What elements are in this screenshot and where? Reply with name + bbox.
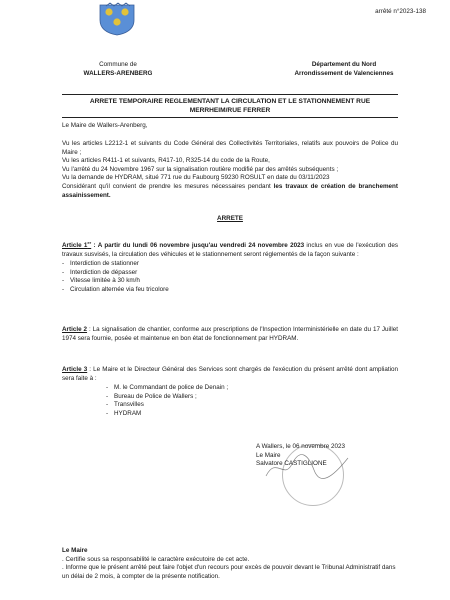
list-item: - Bureau de Police de Wallers ; (106, 393, 398, 402)
document-title (62, 94, 398, 118)
coat-of-arms-icon (96, 2, 138, 36)
article-1: Article 1er : A partir du lundi 06 novembre jusqu'au vendredi 24 novembre 2023 inclus en vue de l'exécution des travaux susvisés, la circulation des véhicules et le stationnement seront réglementés de la façon suivante : - Interdiction de stationner - Interdiction de dépasser - Vitesse limitée à 30 km/h - Circulation alternée via feu tricolore (62, 239, 398, 295)
arrete-heading: ARRETE (217, 215, 243, 222)
footer-block (62, 547, 398, 581)
commune-label: Commune de (99, 61, 137, 68)
arrondissement-name: Arrondissement de Valenciennes (294, 69, 394, 77)
department-name: Département du Nord (311, 61, 377, 68)
place-date: A Wallers, le 06 novembre 2023 (256, 443, 346, 450)
intro-text: Le Maire de Wallers-Arenberg, (62, 122, 148, 129)
list-item: - Transvilles (106, 401, 398, 410)
list-item: - Interdiction de stationner (62, 260, 398, 269)
article-2-label: Article 2 (62, 326, 88, 333)
recipient-list (62, 384, 398, 418)
list-item: - M. le Commandant de police de Denain ; (106, 384, 398, 393)
vu-line: Vu les articles L2212-1 et suivants du Code Général des Collectivités Territoriales, relatifs aux pouvoirs de Police du Maire ; (62, 140, 398, 156)
article-3-label: Article 3 (62, 366, 88, 373)
footer-heading: Le Maire (62, 547, 88, 554)
article-1-label: Article 1er (62, 240, 92, 250)
list-item: - Circulation alternée via feu tricolore (62, 286, 398, 295)
considerants-block (62, 140, 398, 200)
restriction-list (62, 260, 398, 294)
vu-line: Vu l'arrêté du 24 Novembre 1967 sur la signalisation routière modifié par des arrêtés subséquents ; (62, 165, 339, 173)
footer-line: . Certifie sous sa responsabilité le caractère exécutoire de cet acte. (62, 555, 250, 563)
signatory-title: Le Maire (256, 451, 281, 459)
arrete-number: arrêté n°2023-138 (375, 8, 426, 15)
list-item: - Vitesse limitée à 30 km/h (62, 277, 398, 286)
commune-name: WALLERS-ARENBERG (83, 69, 153, 77)
footer-line: . Informe que le présent arrêté peut faire l'objet d'un recours pour excès de pouvoir devant le Tribunal Administratif dans un délai de 2 mois, à compter de la présente notification. (62, 564, 396, 580)
department-block (268, 61, 420, 78)
commune-block (60, 61, 176, 78)
signature-scribble-icon (262, 450, 352, 484)
vu-line: Vu les articles R411-1 et suivants, R417-10, R325-14 du code de la Route, (62, 157, 270, 165)
list-item: - Interdiction de dépasser (62, 269, 398, 278)
article-3: Article 3 : Le Maire et le Directeur Général des Services sont chargés de l'exécution du présent arrêté dont ampliation sera faite à : - M. le Commandant de police de Denain ; - Bureau de Police de Wallers ; - Transvilles - HYDRAM (62, 366, 398, 419)
title-line-2: MERRHEIM/RUE FERRER (189, 107, 271, 114)
considerant-line: Considérant qu'il convient de prendre les mesures nécessaires pendant les travaux de création de branchement assainissement. (62, 182, 398, 199)
article-2: Article 2 : La signalisation de chantier, conforme aux prescriptions de l'Inspection Interministérielle en date du 17 Juillet 1974 sera fournie, posée et maintenue en bon état de fonctionnement par HYDRAM. (62, 326, 398, 342)
title-line-1: ARRETE TEMPORAIRE REGLEMENTANT LA CIRCULATION ET LE STATIONNEMENT RUE (89, 98, 371, 105)
signatory-name: Salvatore CASTIGLIONE (256, 460, 327, 468)
list-item: - HYDRAM (106, 410, 398, 419)
vu-line: Vu la demande de HYDRAM, situé 771 rue du Faubourg 59230 ROSULT en date du 03/11/2023 (62, 174, 330, 182)
